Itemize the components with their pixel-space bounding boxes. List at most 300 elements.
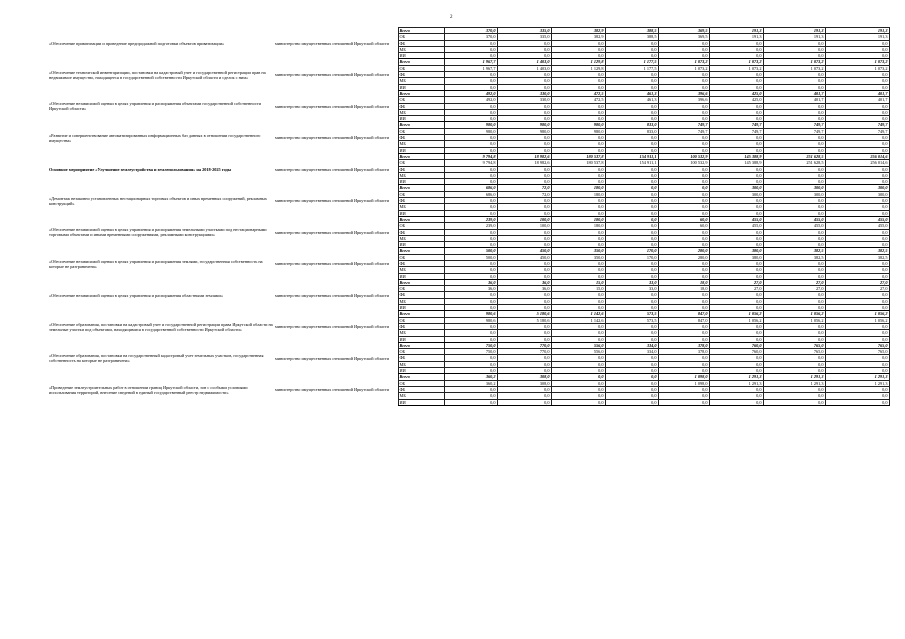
amount-cell: 0,0 <box>551 147 605 153</box>
amount-cell: 0,0 <box>551 109 605 115</box>
amount-cell: 0,0 <box>709 172 763 178</box>
funding-source: ИИ <box>398 305 444 311</box>
amount-cell: 1 291,3 <box>763 374 825 380</box>
funding-source: ИИ <box>398 242 444 248</box>
amount-cell: 0,0 <box>825 229 889 235</box>
amount-cell: 0,0 <box>497 386 551 392</box>
activity-name: «Развитие и совершенствование автоматизированных информационных баз данных в отношении государственного имущества» <box>49 132 261 143</box>
amount-cell: 1 142,6 <box>551 317 605 323</box>
amount-cell: 1 073,2 <box>709 65 763 71</box>
responsible-org: министерство имущественных отношений Иркутской области <box>275 72 389 78</box>
amount-cell: 5 180,6 <box>497 317 551 323</box>
amount-cell: 72,0 <box>497 191 551 197</box>
amount-cell: 0,0 <box>709 229 763 235</box>
amount-cell: 770,0 <box>497 349 551 355</box>
funding-source: МБ <box>398 172 444 178</box>
amount-cell: 0,0 <box>825 198 889 204</box>
funding-source: ФБ <box>398 292 444 298</box>
amount-cell: 0,0 <box>825 323 889 329</box>
amount-cell: 749,7 <box>709 122 763 128</box>
amount-cell: 0,0 <box>497 210 551 216</box>
amount-cell: 382,5 <box>825 248 889 254</box>
funding-source: ИИ <box>398 116 444 122</box>
amount-cell: 0,0 <box>825 368 889 374</box>
amount-cell: 0,0 <box>605 374 658 380</box>
amount-cell: 0,0 <box>551 399 605 405</box>
amount-cell: 0,0 <box>825 336 889 342</box>
amount-cell: 1 177,5 <box>605 65 658 71</box>
amount-cell: 0,0 <box>444 166 497 172</box>
amount-cell: 0,0 <box>763 361 825 367</box>
amount-cell: 334,0 <box>605 349 658 355</box>
amount-cell: 1 098,0 <box>658 380 709 386</box>
amount-cell: 0,0 <box>709 361 763 367</box>
amount-cell: 0,0 <box>551 380 605 386</box>
amount-cell: 749,7 <box>658 128 709 134</box>
amount-cell: 388,5 <box>605 34 658 40</box>
amount-cell: 0,0 <box>444 72 497 78</box>
amount-cell: 0,0 <box>763 399 825 405</box>
amount-cell: 0,0 <box>444 273 497 279</box>
amount-cell: 500,0 <box>444 254 497 260</box>
funding-source: ФБ <box>398 386 444 392</box>
amount-cell: 0,0 <box>763 368 825 374</box>
amount-cell: 0,0 <box>658 386 709 392</box>
amount-cell: 0,0 <box>709 166 763 172</box>
amount-cell: 0,0 <box>658 172 709 178</box>
funding-source: Всего <box>398 248 444 254</box>
amount-cell: 0,0 <box>825 235 889 241</box>
amount-cell: 36,0 <box>497 279 551 285</box>
amount-cell: 0,0 <box>444 46 497 52</box>
amount-cell: 9 794,8 <box>444 160 497 166</box>
amount-cell: 334,0 <box>605 342 658 348</box>
amount-cell: 0,0 <box>658 210 709 216</box>
amount-cell: 0,0 <box>605 336 658 342</box>
amount-cell: 749,7 <box>658 122 709 128</box>
responsible-org: министерство имущественных отношений Иркутской области <box>275 387 389 393</box>
amount-cell: 0,0 <box>551 179 605 185</box>
amount-cell: 0,0 <box>497 103 551 109</box>
amount-cell: 401,7 <box>825 97 889 103</box>
amount-cell: 0,0 <box>605 141 658 147</box>
amount-cell: 360,2 <box>444 380 497 386</box>
amount-cell: 191,3 <box>763 28 825 34</box>
amount-cell: 0,0 <box>497 40 551 46</box>
amount-cell: 33,0 <box>605 286 658 292</box>
amount-cell: 1 073,2 <box>763 59 825 65</box>
amount-cell: 0,0 <box>763 204 825 210</box>
activity-name: Основное мероприятие «Улучшение землеустройства и землепользования» на 2018-2025 годы <box>49 166 232 172</box>
amount-cell: 60,0 <box>658 216 709 222</box>
funding-source: ФБ <box>398 72 444 78</box>
amount-cell: 0,0 <box>551 135 605 141</box>
amount-cell: 0,0 <box>825 103 889 109</box>
amount-cell: 0,0 <box>497 109 551 115</box>
amount-cell: 0,0 <box>763 84 825 90</box>
amount-cell: 980,0 <box>497 128 551 134</box>
amount-cell: 0,0 <box>658 393 709 399</box>
amount-cell: 1 056,2 <box>709 311 763 317</box>
funding-source: ФБ <box>398 166 444 172</box>
activity-name: «Обеспечение независимой оценки в целях управления и распоряжения областными землями» <box>49 292 223 298</box>
amount-cell: 0,0 <box>825 72 889 78</box>
amount-cell: 100,0 <box>497 216 551 222</box>
amount-cell: 0,0 <box>444 323 497 329</box>
amount-cell: 0,0 <box>551 323 605 329</box>
amount-cell: 0,0 <box>658 72 709 78</box>
amount-cell: 0,0 <box>497 399 551 405</box>
amount-cell: 0,0 <box>658 109 709 115</box>
amount-cell: 145 388,9 <box>709 160 763 166</box>
amount-cell: 0,0 <box>605 78 658 84</box>
amount-cell: 0,0 <box>763 116 825 122</box>
amount-cell: 0,0 <box>497 267 551 273</box>
amount-cell: 0,0 <box>605 166 658 172</box>
amount-cell: 1 056,2 <box>763 317 825 323</box>
amount-cell: 0,0 <box>709 109 763 115</box>
amount-cell: 0,0 <box>551 84 605 90</box>
amount-cell: 1 403,0 <box>497 59 551 65</box>
amount-cell: 0,0 <box>497 361 551 367</box>
amount-cell: 0,0 <box>605 267 658 273</box>
amount-cell: 0,0 <box>658 147 709 153</box>
amount-cell: 0,0 <box>763 292 825 298</box>
amount-cell: 455,0 <box>709 223 763 229</box>
amount-cell: 0,0 <box>497 179 551 185</box>
responsible-org: министерство имущественных отношений Иркутской области <box>275 103 389 109</box>
amount-cell: 0,0 <box>497 46 551 52</box>
amount-cell: 0,0 <box>605 292 658 298</box>
amount-cell: 0,0 <box>497 298 551 304</box>
amount-cell: 0,0 <box>825 147 889 153</box>
funding-source: МБ <box>398 298 444 304</box>
activity-name: «Обеспечение приватизации и проведение предпродажной подготовки объектов приватизации» <box>49 40 225 46</box>
amount-cell: 0,0 <box>658 103 709 109</box>
amount-cell: 0,0 <box>658 298 709 304</box>
funding-source: ОБ <box>398 380 444 386</box>
amount-cell: 0,0 <box>709 147 763 153</box>
amount-cell: 749,7 <box>763 122 825 128</box>
funding-source: ОБ <box>398 128 444 134</box>
amount-cell: 0,0 <box>658 166 709 172</box>
amount-cell: 0,0 <box>825 355 889 361</box>
funding-source: ФБ <box>398 323 444 329</box>
amount-cell: 1 177,5 <box>605 59 658 65</box>
amount-cell: 280,0 <box>658 248 709 254</box>
amount-cell: 0,0 <box>658 46 709 52</box>
amount-cell: 749,7 <box>763 128 825 134</box>
amount-cell: 847,0 <box>658 317 709 323</box>
amount-cell: 0,0 <box>709 78 763 84</box>
amount-cell: 0,0 <box>444 260 497 266</box>
amount-cell: 0,0 <box>605 330 658 336</box>
responsible-org: министерство имущественных отношений Иркутской области <box>275 198 389 204</box>
amount-cell: 0,0 <box>709 292 763 298</box>
amount-cell: 1 142,6 <box>551 311 605 317</box>
amount-cell: 191,3 <box>825 28 889 34</box>
amount-cell: 0,0 <box>605 216 658 222</box>
amount-cell: 0,0 <box>605 40 658 46</box>
amount-cell: 0,0 <box>658 116 709 122</box>
amount-cell: 0,0 <box>551 242 605 248</box>
amount-cell: 0,0 <box>551 273 605 279</box>
amount-cell: 0,0 <box>605 172 658 178</box>
amount-cell: 0,0 <box>709 198 763 204</box>
amount-cell: 0,0 <box>444 393 497 399</box>
amount-cell: 500,0 <box>444 248 497 254</box>
amount-cell: 0,0 <box>658 305 709 311</box>
amount-cell: 0,0 <box>605 298 658 304</box>
amount-cell: 180,0 <box>551 191 605 197</box>
amount-cell: 0,0 <box>444 141 497 147</box>
amount-cell: 0,0 <box>763 355 825 361</box>
amount-cell: 0,0 <box>497 78 551 84</box>
amount-cell: 0,0 <box>497 355 551 361</box>
amount-cell: 1 967,7 <box>444 65 497 71</box>
amount-cell: 0,0 <box>709 336 763 342</box>
amount-cell: 765,0 <box>825 342 889 348</box>
amount-cell: 382,9 <box>551 28 605 34</box>
amount-cell: 0,0 <box>658 292 709 298</box>
amount-cell: 765,0 <box>763 349 825 355</box>
amount-cell: 0,0 <box>497 147 551 153</box>
amount-cell: 0,0 <box>605 305 658 311</box>
amount-cell: 330,0 <box>497 90 551 96</box>
amount-cell: 0,0 <box>658 260 709 266</box>
amount-cell: 556,0 <box>551 349 605 355</box>
amount-cell: 0,0 <box>551 330 605 336</box>
amount-cell: 0,0 <box>763 323 825 329</box>
page-number: 2 <box>450 15 453 20</box>
amount-cell: 0,0 <box>444 103 497 109</box>
amount-cell: 1 073,2 <box>658 65 709 71</box>
amount-cell: 0,0 <box>444 172 497 178</box>
funding-source: МБ <box>398 78 444 84</box>
responsible-org: министерство имущественных отношений Иркутской области <box>275 355 389 361</box>
funding-source: ФБ <box>398 40 444 46</box>
activity-name: «Обеспечение независимой оценки в целях управления и распоряжения землями, государственная собственность на которые не разграничена» <box>49 258 263 269</box>
amount-cell: 0,0 <box>825 204 889 210</box>
amount-cell: 0,0 <box>658 204 709 210</box>
responsible-org: министерство имущественных отношений Иркутской области <box>275 135 389 141</box>
amount-cell: 0,0 <box>551 172 605 178</box>
amount-cell: 0,0 <box>551 198 605 204</box>
amount-cell: 0,0 <box>605 135 658 141</box>
amount-cell: 380,0 <box>709 248 763 254</box>
amount-cell: 1 129,8 <box>551 59 605 65</box>
amount-cell: 0,0 <box>444 135 497 141</box>
amount-cell: 980,0 <box>497 122 551 128</box>
funding-source: ОБ <box>398 97 444 103</box>
funding-source: МБ <box>398 330 444 336</box>
amount-cell: 0,0 <box>551 374 605 380</box>
amount-cell: 0,0 <box>658 191 709 197</box>
amount-cell: 0,0 <box>763 298 825 304</box>
amount-cell: 0,0 <box>444 361 497 367</box>
amount-cell: 0,0 <box>444 292 497 298</box>
funding-source: Всего <box>398 279 444 285</box>
activity-name: «Обеспечение технической инвентаризации, постановки на кадастровый учет и государственной регистрации прав на недвижимое имущество, находящееся в государственной собственности Иркутской области и сделок с ним» <box>49 69 266 80</box>
amount-cell: 370,0 <box>444 28 497 34</box>
amount-cell: 0,0 <box>551 298 605 304</box>
funding-source: ОБ <box>398 191 444 197</box>
amount-cell: 18,0 <box>658 286 709 292</box>
amount-cell: 0,0 <box>605 235 658 241</box>
amount-cell: 0,0 <box>709 393 763 399</box>
amount-cell: 180,0 <box>551 223 605 229</box>
amount-cell: 0,0 <box>658 267 709 273</box>
amount-cell: 425,0 <box>709 90 763 96</box>
amount-cell: 180 537,8 <box>551 160 605 166</box>
financing-table <box>47 27 890 406</box>
amount-cell: 0,0 <box>825 361 889 367</box>
amount-cell: 0,0 <box>551 260 605 266</box>
amount-cell: 0,0 <box>605 368 658 374</box>
responsible-org: министерство имущественных отношений Иркутской области <box>275 166 389 172</box>
amount-cell: 0,0 <box>444 84 497 90</box>
amount-cell: 0,0 <box>709 368 763 374</box>
amount-cell: 300,0 <box>709 191 763 197</box>
amount-cell: 0,0 <box>763 103 825 109</box>
amount-cell: 300,0 <box>763 191 825 197</box>
amount-cell: 396,6 <box>658 97 709 103</box>
amount-cell: 833,0 <box>605 128 658 134</box>
amount-cell: 1 056,2 <box>825 311 889 317</box>
amount-cell: 0,0 <box>825 298 889 304</box>
amount-cell: 0,0 <box>497 336 551 342</box>
funding-source: ИИ <box>398 147 444 153</box>
amount-cell: 300,0 <box>825 185 889 191</box>
amount-cell: 401,7 <box>763 90 825 96</box>
amount-cell: 180 537,8 <box>551 153 605 159</box>
funding-source: Всего <box>398 122 444 128</box>
amount-cell: 0,0 <box>444 355 497 361</box>
amount-cell: 0,0 <box>658 361 709 367</box>
amount-cell: 765,0 <box>763 342 825 348</box>
amount-cell: 573,5 <box>605 317 658 323</box>
funding-source: Всего <box>398 28 444 34</box>
amount-cell: 0,0 <box>658 355 709 361</box>
amount-cell: 1 291,3 <box>709 374 763 380</box>
amount-cell: 0,0 <box>709 242 763 248</box>
funding-source: МБ <box>398 109 444 115</box>
amount-cell: 0,0 <box>605 103 658 109</box>
amount-cell: 0,0 <box>763 393 825 399</box>
amount-cell: 0,0 <box>825 393 889 399</box>
amount-cell: 0,0 <box>444 116 497 122</box>
amount-cell: 251 628,5 <box>763 160 825 166</box>
amount-cell: 0,0 <box>551 141 605 147</box>
amount-cell: 455,0 <box>825 223 889 229</box>
amount-cell: 0,0 <box>825 330 889 336</box>
amount-cell: 0,0 <box>825 172 889 178</box>
amount-cell: 0,0 <box>763 242 825 248</box>
amount-cell: 0,0 <box>825 292 889 298</box>
funding-source: ИИ <box>398 84 444 90</box>
amount-cell: 0,0 <box>658 185 709 191</box>
amount-cell: 0,0 <box>444 210 497 216</box>
amount-cell: 0,0 <box>658 198 709 204</box>
activity-name: «Обеспечение независимой оценки в целях управления и распоряжения земельными участками под нестационарными торговыми объектами и иными временными сооружениями, рекламными конструкциями» <box>49 227 267 238</box>
funding-source: ИИ <box>398 368 444 374</box>
amount-cell: 1 967,7 <box>444 59 497 65</box>
amount-cell: 0,0 <box>825 78 889 84</box>
amount-cell: 382,5 <box>763 248 825 254</box>
amount-cell: 455,0 <box>763 223 825 229</box>
amount-cell: 15,0 <box>551 279 605 285</box>
amount-cell: 0,0 <box>497 172 551 178</box>
funding-source: ИИ <box>398 53 444 59</box>
amount-cell: 0,0 <box>763 78 825 84</box>
amount-cell: 0,0 <box>444 336 497 342</box>
amount-cell: 0,0 <box>444 242 497 248</box>
amount-cell: 0,0 <box>709 179 763 185</box>
amount-cell: 1 098,0 <box>658 374 709 380</box>
amount-cell: 0,0 <box>825 116 889 122</box>
funding-source: ОБ <box>398 286 444 292</box>
amount-cell: 0,0 <box>605 361 658 367</box>
amount-cell: 0,0 <box>709 72 763 78</box>
amount-cell: 0,0 <box>605 273 658 279</box>
amount-cell: 0,0 <box>444 386 497 392</box>
amount-cell: 0,0 <box>709 141 763 147</box>
amount-cell: 472,5 <box>551 90 605 96</box>
amount-cell: 27,0 <box>709 286 763 292</box>
amount-cell: 770,0 <box>497 342 551 348</box>
amount-cell: 1 056,2 <box>825 317 889 323</box>
funding-source: ОБ <box>398 349 444 355</box>
amount-cell: 256 014,6 <box>825 160 889 166</box>
amount-cell: 0,0 <box>825 53 889 59</box>
amount-cell: 0,0 <box>605 399 658 405</box>
amount-cell: 0,0 <box>709 355 763 361</box>
funding-source: ИИ <box>398 399 444 405</box>
amount-cell: 27,0 <box>825 279 889 285</box>
amount-cell: 0,0 <box>658 40 709 46</box>
amount-cell: 1 056,2 <box>709 317 763 323</box>
amount-cell: 1 129,8 <box>551 65 605 71</box>
amount-cell: 0,0 <box>763 40 825 46</box>
amount-cell: 0,0 <box>444 109 497 115</box>
amount-cell: 0,0 <box>605 223 658 229</box>
amount-cell: 0,0 <box>444 368 497 374</box>
amount-cell: 27,0 <box>763 279 825 285</box>
amount-cell: 0,0 <box>709 204 763 210</box>
amount-cell: 180,0 <box>551 185 605 191</box>
amount-cell: 0,0 <box>709 53 763 59</box>
amount-cell: 833,0 <box>605 122 658 128</box>
amount-cell: 980,0 <box>551 128 605 134</box>
amount-cell: 401,7 <box>825 90 889 96</box>
amount-cell: 36,0 <box>444 286 497 292</box>
amount-cell: 0,0 <box>605 116 658 122</box>
amount-cell: 0,0 <box>709 273 763 279</box>
amount-cell: 0,0 <box>551 235 605 241</box>
amount-cell: 425,0 <box>709 97 763 103</box>
amount-cell: 0,0 <box>605 393 658 399</box>
amount-cell: 335,0 <box>497 28 551 34</box>
amount-cell: 1 403,0 <box>497 65 551 71</box>
amount-cell: 300,0 <box>825 191 889 197</box>
amount-cell: 0,0 <box>497 135 551 141</box>
amount-cell: 0,0 <box>658 229 709 235</box>
amount-cell: 0,0 <box>497 116 551 122</box>
amount-cell: 847,0 <box>658 311 709 317</box>
amount-cell: 0,0 <box>763 72 825 78</box>
amount-cell: 0,0 <box>763 198 825 204</box>
amount-cell: 0,0 <box>825 84 889 90</box>
